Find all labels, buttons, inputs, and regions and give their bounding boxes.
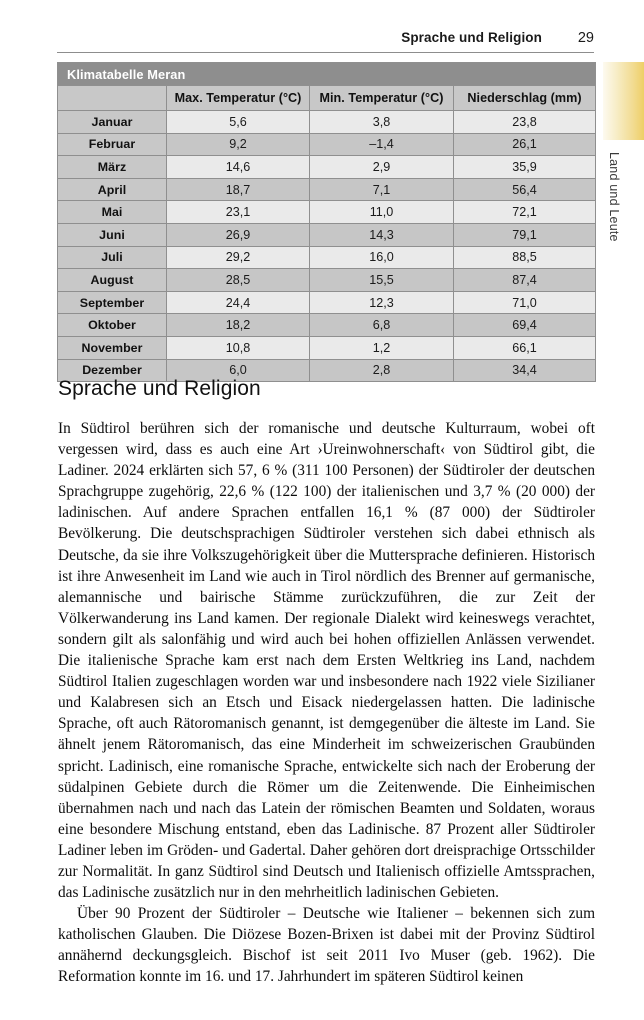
cell-max-temp: 9,2 <box>167 133 310 156</box>
running-head-title: Sprache und Religion <box>401 30 542 45</box>
side-tab-marker <box>603 62 644 140</box>
running-head <box>57 30 594 46</box>
cell-min-temp: 1,2 <box>310 336 454 359</box>
cell-precipitation: 72,1 <box>454 201 596 224</box>
cell-precipitation: 26,1 <box>454 133 596 156</box>
table-row <box>58 178 596 201</box>
cell-month: Februar <box>58 133 167 156</box>
cell-month: Juni <box>58 223 167 246</box>
cell-max-temp: 18,2 <box>167 314 310 337</box>
cell-precipitation: 23,8 <box>454 111 596 134</box>
cell-max-temp: 28,5 <box>167 269 310 292</box>
cell-month: Oktober <box>58 314 167 337</box>
cell-month: Dezember <box>58 359 167 382</box>
cell-max-temp: 29,2 <box>167 246 310 269</box>
cell-min-temp: 12,3 <box>310 291 454 314</box>
side-tab-label: Land und Leute <box>607 152 621 242</box>
body-text <box>58 418 595 988</box>
cell-precipitation: 87,4 <box>454 269 596 292</box>
cell-min-temp: 11,0 <box>310 201 454 224</box>
cell-month: April <box>58 178 167 201</box>
cell-min-temp: 6,8 <box>310 314 454 337</box>
table-header-max-temp: Max. Temperatur (°C) <box>167 86 310 111</box>
cell-month: September <box>58 291 167 314</box>
table-header-corner <box>58 86 167 111</box>
table-row <box>58 111 596 134</box>
cell-min-temp: 7,1 <box>310 178 454 201</box>
table-row <box>58 314 596 337</box>
cell-max-temp: 23,1 <box>167 201 310 224</box>
cell-precipitation: 88,5 <box>454 246 596 269</box>
table-row <box>58 269 596 292</box>
cell-precipitation: 35,9 <box>454 156 596 179</box>
table-caption: Klimatabelle Meran <box>58 63 596 86</box>
cell-max-temp: 24,4 <box>167 291 310 314</box>
cell-min-temp: –1,4 <box>310 133 454 156</box>
table-row <box>58 133 596 156</box>
cell-max-temp: 26,9 <box>167 223 310 246</box>
cell-precipitation: 71,0 <box>454 291 596 314</box>
section-heading: Sprache und Religion <box>58 377 261 400</box>
cell-min-temp: 16,0 <box>310 246 454 269</box>
cell-min-temp: 14,3 <box>310 223 454 246</box>
table-row <box>58 246 596 269</box>
cell-month: März <box>58 156 167 179</box>
table-header-row <box>58 86 596 111</box>
cell-max-temp: 14,6 <box>167 156 310 179</box>
table-header-min-temp: Min. Temperatur (°C) <box>310 86 454 111</box>
table-row <box>58 156 596 179</box>
cell-month: November <box>58 336 167 359</box>
cell-precipitation: 66,1 <box>454 336 596 359</box>
cell-min-temp: 3,8 <box>310 111 454 134</box>
cell-precipitation: 69,4 <box>454 314 596 337</box>
climate-table <box>57 62 596 382</box>
table-row <box>58 291 596 314</box>
running-head-rule <box>57 52 594 53</box>
table-row <box>58 201 596 224</box>
cell-max-temp: 5,6 <box>167 111 310 134</box>
table-header-precipitation: Niederschlag (mm) <box>454 86 596 111</box>
cell-precipitation: 34,4 <box>454 359 596 382</box>
table-row <box>58 336 596 359</box>
cell-month: Januar <box>58 111 167 134</box>
table-caption-row <box>58 63 596 86</box>
cell-min-temp: 2,9 <box>310 156 454 179</box>
cell-min-temp: 2,8 <box>310 359 454 382</box>
cell-min-temp: 15,5 <box>310 269 454 292</box>
cell-max-temp: 6,0 <box>167 359 310 382</box>
cell-max-temp: 18,7 <box>167 178 310 201</box>
cell-month: Juli <box>58 246 167 269</box>
paragraph: Über 90 Prozent der Südtiroler – Deutsche wie Italiener – bekennen sich zum katholischen Glauben. Die Diözese Bozen-Brixen ist dabei mit der Provinz Südtirol annähernd deckungsgleich. Bischof ist seit 2011 Ivo Muser (geb. 1962). Die Reformation konnte im 16. und 17. Jahrhundert im späteren Südtirol keinen <box>58 905 595 986</box>
page-number: 29 <box>577 30 594 46</box>
table-row <box>58 223 596 246</box>
cell-month: Mai <box>58 201 167 224</box>
cell-precipitation: 79,1 <box>454 223 596 246</box>
cell-month: August <box>58 269 167 292</box>
paragraph: In Südtirol berühren sich der romanische und deutsche Kulturraum, wobei oft vergessen wird, dass es auch eine Art ›Ureinwohnerschaft‹ von Südtirol gibt, die Ladiner. 2024 erklärten sich 57, 6 % (311 100 Personen) der Südtiroler der deutschen Sprachgruppe zugehörig, 22,6 % (122 100) der italienischen und 3,7 % (20 000) der ladinischen. Auf andere Sprachen entfallen 16,1 % (87 000) der Südtiroler Bevölkerung. Die deutschsprachigen Südtiroler verstehen sich dabei ethnisch als Deutsche, da sie ihre Volkszugehörigkeit über die Muttersprache definieren. Historisch ist ihre Anwesenheit im Land wie auch in Tirol nördlich des Brenner auf germanische, alemannische und bairische Stämme zurückzuführen, die zur Zeit der Völkerwanderung ins Land kamen. Der regionale Dialekt wird keineswegs verachtet, sondern gilt als salonfähig und wird auch bei hohen offiziellen Anlässen verwendet. Die italienische Sprache kam erst nach dem Ersten Weltkrieg ins Land, nachdem Südtirol Italien zugeschlagen worden war und insbesondere nach 1922 viele Sizilianer und Kalabresen sich an Etsch und Eisack niedergelassen hatten. Die ladinische Sprache, oft auch Rätoromanisch genannt, ist demgegenüber die älteste im Land. Sie ähnelt jenem Rätoromanisch, das eine Minderheit im schweizerischen Graubünden spricht. Ladinisch, eine romanische Sprache, entwickelte sich nach der Eroberung der südalpinen Gebiete durch die Römer um die Zeitenwende. Die Einheimischen übernahmen nach und nach das Latein der römischen Beamten und Soldaten, woraus eine besondere Mischung entstand, eben das Ladinische. 87 Prozent aller Südtiroler Ladiner leben im Gröden- und Gadertal. Daher gehören dort dreisprachige Ortsschilder zur Normalität. In ganz Südtirol sind Deutsch und Italienisch offizielle Amtssprachen, das Ladinische zusätzlich nur in den mehrheitlich ladinischen Gebieten. <box>58 420 595 902</box>
cell-max-temp: 10,8 <box>167 336 310 359</box>
cell-precipitation: 56,4 <box>454 178 596 201</box>
